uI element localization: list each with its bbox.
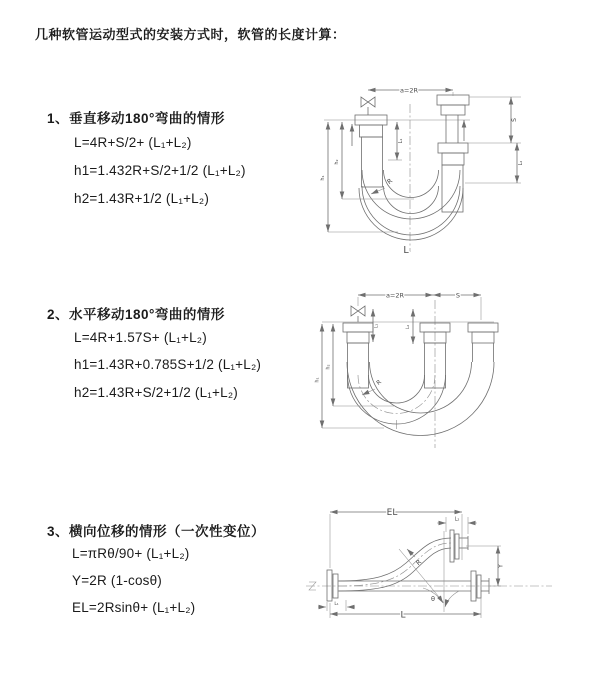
dim-label-h1: h₁ <box>320 175 326 181</box>
dim-label-s: S <box>511 118 518 122</box>
dim-label-a2r: a=2R <box>399 86 419 95</box>
section3-formula-EL: EL=2Rsinθ+ (L₁+L₂) <box>72 600 196 615</box>
diagram-vertical-180-bend <box>313 80 548 260</box>
braided-hose <box>348 343 369 388</box>
section1-formula-h1: h1=1.432R+S/2+1/2 (L₁+L₂) <box>74 163 246 178</box>
dim-label-s: S <box>455 291 461 300</box>
diagram-lateral-displacement <box>303 500 560 625</box>
displaced-pipe-assembly <box>468 323 498 362</box>
angle-label-theta: θ <box>431 595 435 603</box>
dimensions <box>320 87 524 257</box>
dim-label-h2: h₂ <box>325 364 332 370</box>
flange <box>455 534 459 559</box>
flange <box>327 570 332 601</box>
hose-u-bends <box>347 362 494 436</box>
dim-label-el: EL <box>386 508 398 518</box>
dim-label-l1: L₁ <box>398 138 404 144</box>
dim-label-y: Y <box>497 564 505 568</box>
section3-formula-Y: Y=2R (1-cosθ) <box>72 573 163 588</box>
flange <box>477 575 481 598</box>
dim-label-l2: L₂ <box>454 516 460 523</box>
section2-formula-L: L=4R+1.57S+ (L₁+L₂) <box>74 330 207 345</box>
dim-label-l2: L₂ <box>518 160 524 166</box>
dim-label-l1: L₁ <box>374 323 380 329</box>
flange <box>437 95 469 105</box>
section1-heading: 1、垂直移动180°弯曲的情形 <box>47 111 225 126</box>
flange <box>468 323 498 332</box>
section1-formula-L: L=4R+S/2+ (L₁+L₂) <box>74 135 192 150</box>
dim-label-a2r: a=2R <box>385 291 405 300</box>
section2-formula-h1: h1=1.43R+0.785S+1/2 (L₁+L₂) <box>74 357 262 372</box>
valve-icon <box>361 97 375 107</box>
flange <box>347 332 369 343</box>
radius-label: R <box>414 557 424 567</box>
dim-label-l: L <box>403 245 409 256</box>
right-pipe-assembly <box>437 95 469 212</box>
braided-hose <box>362 137 383 187</box>
section1-formula-h2: h2=1.43R+1/2 (L₁+L₂) <box>74 191 210 206</box>
dimensions <box>318 508 505 621</box>
dim-label-l: L <box>400 610 406 621</box>
flange <box>450 530 454 562</box>
radius-label: R <box>385 176 395 186</box>
radius-label: R <box>375 378 383 387</box>
diagram-horizontal-180-bend <box>313 286 548 452</box>
dim-label-h1: h₁ <box>314 377 321 383</box>
centerlines <box>306 543 552 590</box>
section2-formula-h2: h2=1.43R+S/2+1/2 (L₁+L₂) <box>74 385 238 400</box>
left-pipe-assembly <box>352 97 387 187</box>
section2-heading: 2、水平移动180°弯曲的情形 <box>47 307 225 322</box>
dim-label-l1: L₁ <box>334 602 339 607</box>
flange <box>441 105 465 115</box>
dim-label-l2: L₂ <box>406 324 411 330</box>
flange <box>438 143 468 153</box>
flange <box>360 125 383 137</box>
flange <box>472 332 494 343</box>
flange <box>343 323 373 332</box>
section3-formula-L: L=πRθ/90+ (L₁+L₂) <box>72 546 190 561</box>
section3-heading: 3、横向位移的情形（一次性变位） <box>47 524 266 539</box>
flange <box>442 153 464 165</box>
displaced-hose <box>327 530 468 601</box>
dim-label-h2: h₂ <box>334 159 340 165</box>
page-title: 几种软管运动型式的安装方式时，软管的长度计算： <box>35 27 346 42</box>
valve-icon <box>351 306 365 316</box>
hose-u-bend <box>359 170 463 240</box>
